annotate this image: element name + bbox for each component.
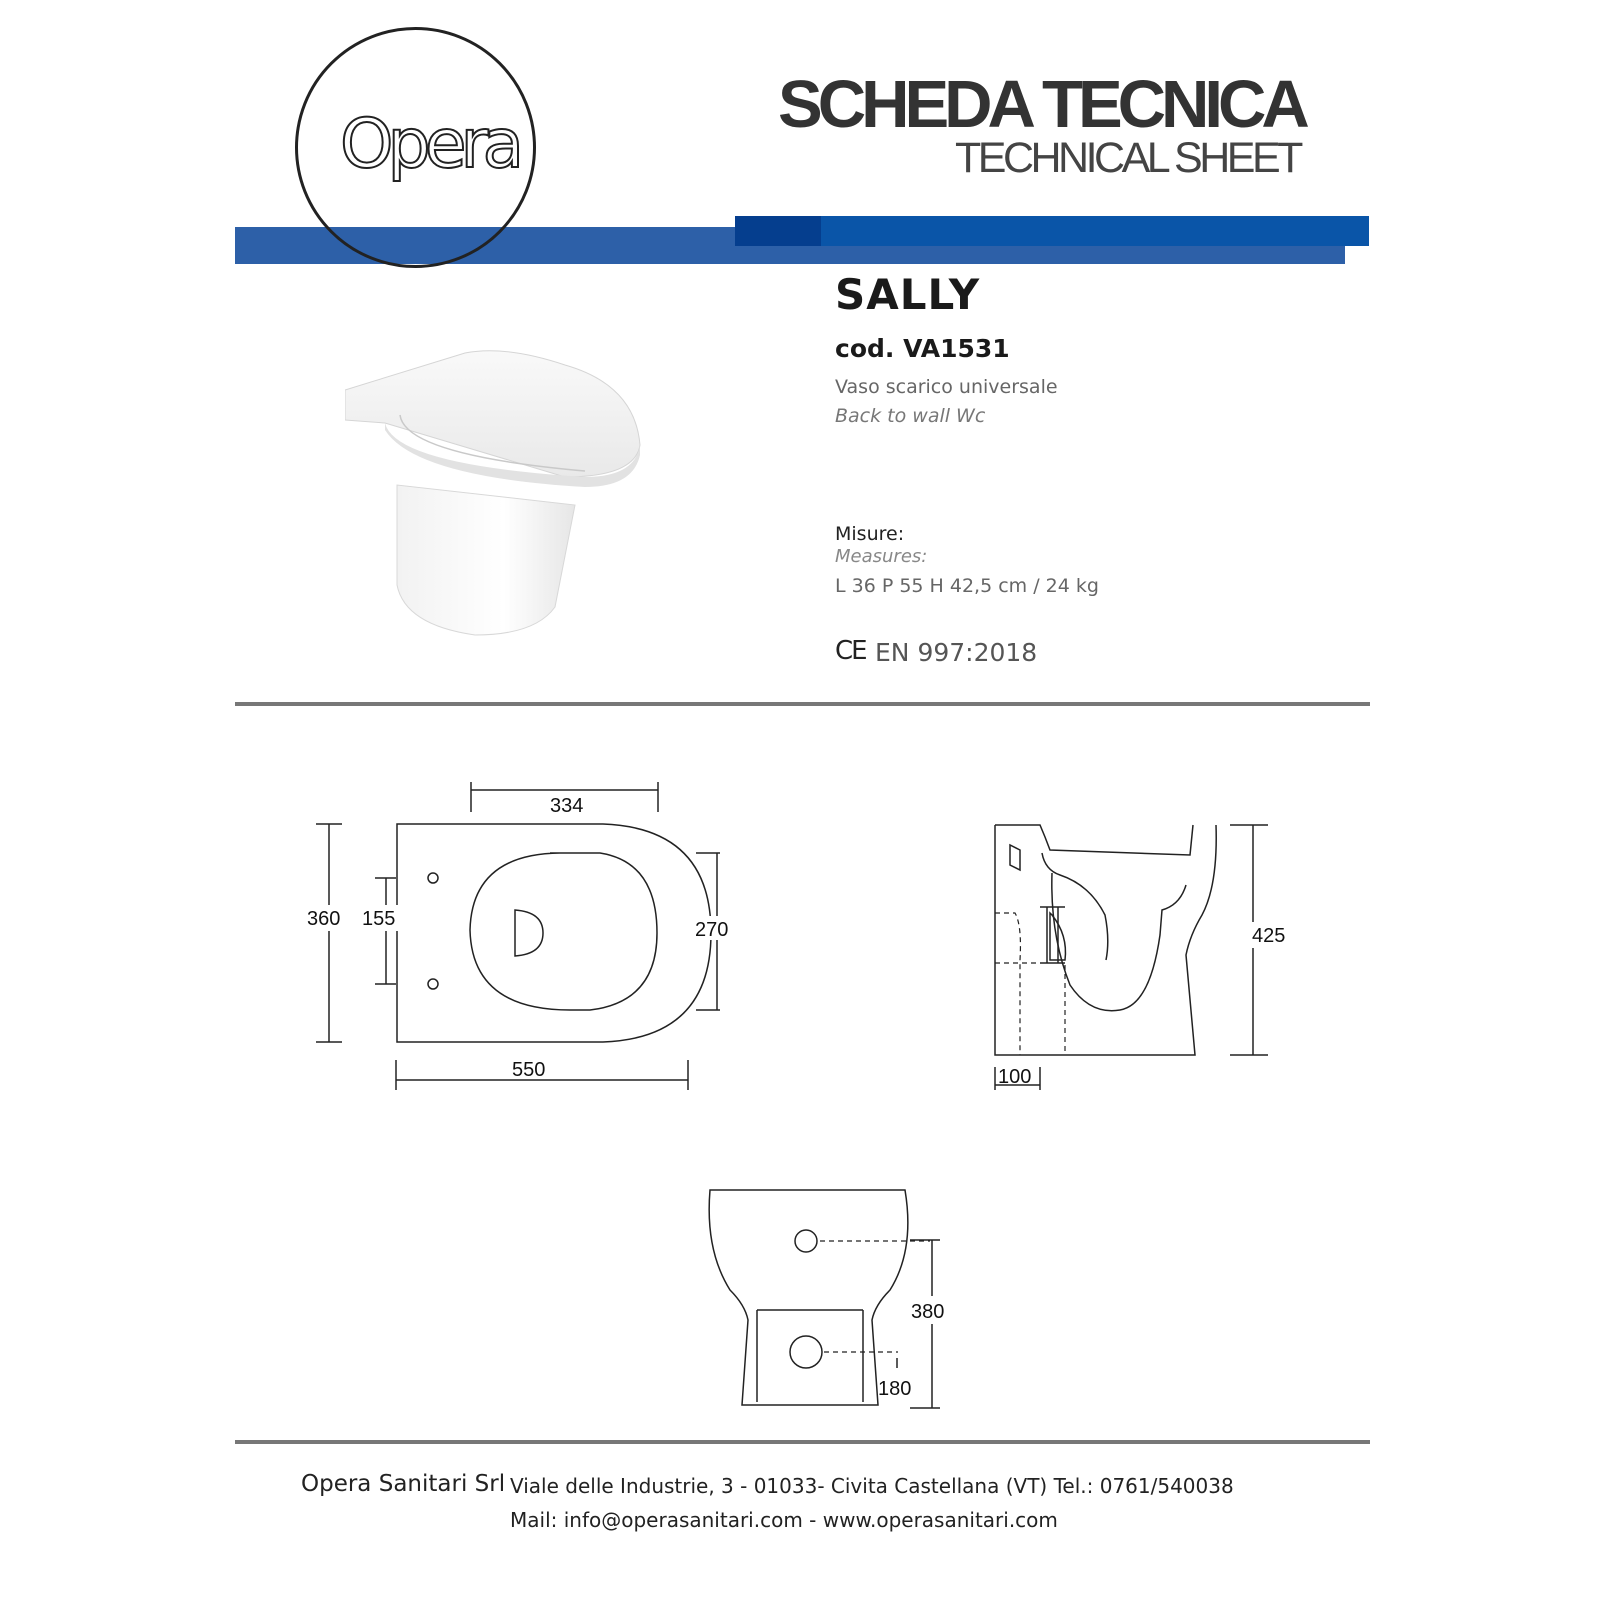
- product-code: cod. VA1531: [835, 334, 1010, 363]
- divider-bottom: [235, 1440, 1370, 1444]
- dim-holes-spacing: 155: [362, 908, 396, 930]
- product-description: Vaso scarico universale: [835, 376, 1058, 398]
- fixing-hole-bottom: [428, 979, 438, 989]
- dim-width-top: 334: [550, 795, 584, 817]
- logo-wordmark: [340, 105, 540, 195]
- side-view-drawing: [990, 815, 1310, 1100]
- side-view-outline: [995, 825, 1216, 1055]
- logo-text: Opera: [340, 105, 519, 184]
- dim-seat-width: 270: [695, 919, 729, 941]
- company-address: Viale delle Industrie, 3 - 01033- Civita Castellana (VT) Tel.: 0761/540038: [510, 1474, 1234, 1498]
- measures-label: Misure:: [835, 523, 905, 545]
- rear-view-outline: [709, 1190, 908, 1405]
- dim-length: 550: [512, 1059, 546, 1081]
- divider-top: [235, 702, 1370, 706]
- norm-standard: EN 997:2018: [875, 638, 1038, 667]
- page-title: SCHEDA TECNICA: [778, 67, 1305, 142]
- page-subtitle: TECHNICAL SHEET: [955, 134, 1300, 182]
- side-view-seat: [995, 825, 1193, 855]
- dim-height: 425: [1252, 925, 1286, 947]
- dim-depth: 360: [307, 908, 341, 930]
- ce-mark-icon: CE: [835, 636, 866, 666]
- toilet-photo: [345, 345, 655, 645]
- fixing-hole-top: [428, 873, 438, 883]
- top-view-seat: [470, 853, 657, 1010]
- company-contact: Mail: info@operasanitari.com - www.operasanitari.com: [510, 1508, 1058, 1532]
- dim-outlet-height: 180: [878, 1378, 912, 1400]
- dim-outlet-distance: 100: [998, 1066, 1032, 1088]
- product-description-en: Back to wall Wc: [835, 405, 986, 427]
- header-band-accent: [735, 216, 821, 246]
- company-name: Opera Sanitari Srl: [301, 1471, 506, 1497]
- inlet-hole: [795, 1230, 817, 1252]
- top-view-outlet: [515, 910, 543, 956]
- outlet-hole: [790, 1336, 822, 1368]
- top-view-drawing: [290, 770, 750, 1110]
- measures-label-en: Measures:: [835, 546, 928, 567]
- dim-inlet-height: 380: [911, 1301, 945, 1323]
- product-name: SALLY: [835, 270, 981, 319]
- header-band-secondary: [735, 216, 1369, 246]
- rear-view-drawing: [700, 1180, 960, 1425]
- measures-values: L 36 P 55 H 42,5 cm / 24 kg: [835, 575, 1099, 597]
